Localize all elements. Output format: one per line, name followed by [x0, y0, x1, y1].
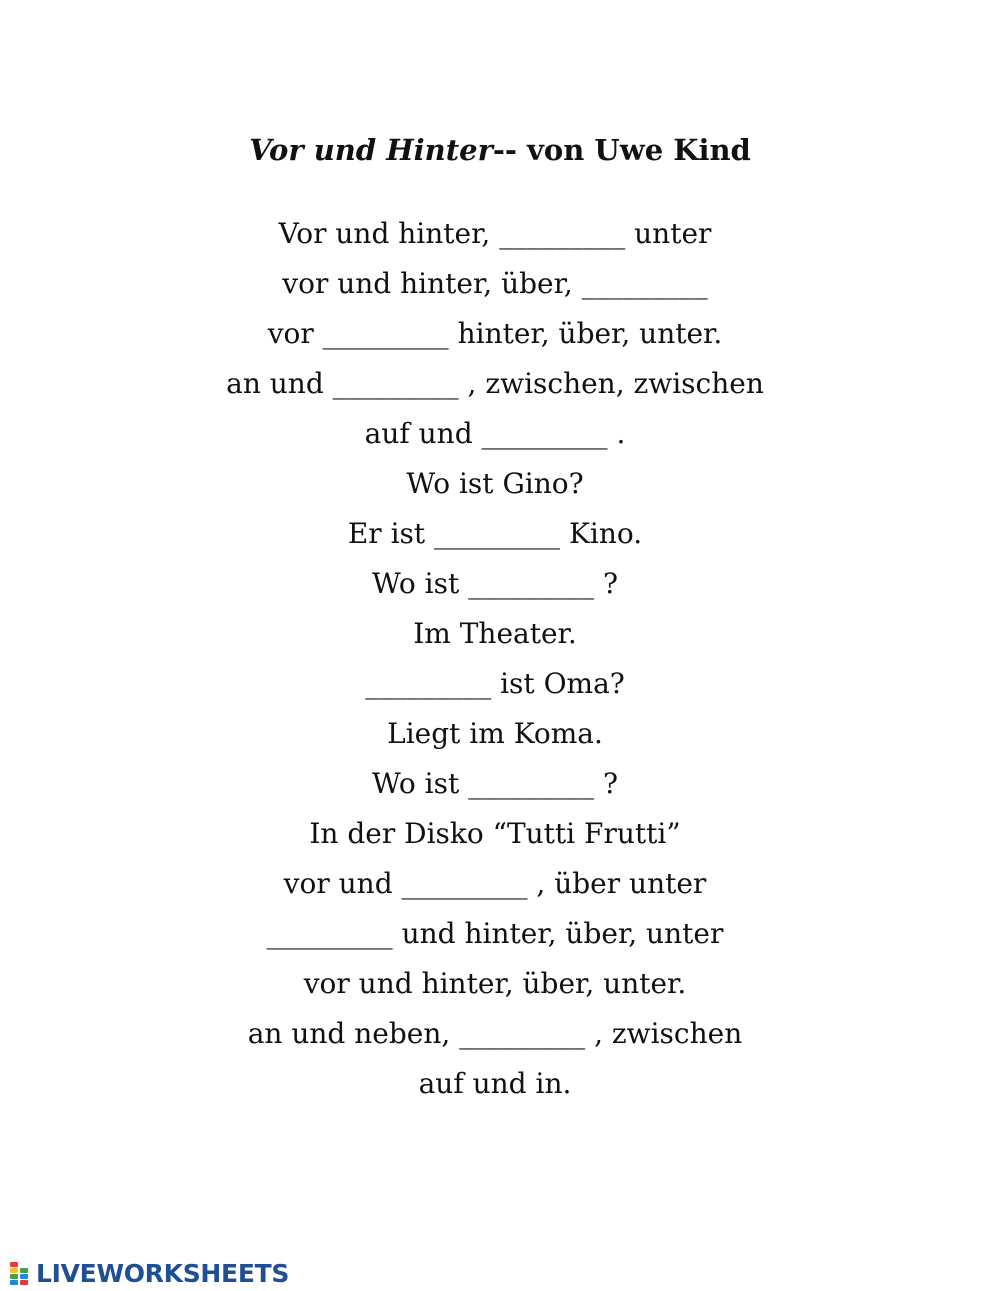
logo-block-green — [10, 1274, 18, 1279]
title-author: -- von Uwe Kind — [492, 133, 751, 168]
poem-line: auf und in. — [418, 1067, 572, 1100]
poem-line: Wo ist _________ ? — [371, 767, 619, 800]
logo-block-yellow — [10, 1268, 18, 1273]
poem-line: an und _________ , zwischen, zwischen — [226, 367, 764, 400]
logo-block-red — [10, 1262, 18, 1267]
poem-line: vor und _________ , über unter — [283, 867, 707, 900]
poem-line: Wo ist _________ ? — [371, 567, 619, 600]
logo-block-blue — [10, 1280, 18, 1285]
poem-line: auf und _________ . — [364, 417, 626, 450]
poem-line: vor _________ hinter, über, unter. — [267, 317, 723, 350]
poem-line: Er ist _________ Kino. — [347, 517, 643, 550]
logo-block-red-2 — [20, 1280, 28, 1285]
poem-line: _________ und hinter, über, unter — [266, 917, 724, 950]
poem-line: vor und hinter, über, unter. — [303, 967, 687, 1000]
worksheet-title — [0, 133, 1000, 168]
liveworksheets-brand: LIVEWORKSHEETS — [36, 1258, 290, 1288]
logo-block-blue-2 — [20, 1274, 28, 1279]
poem-line: Liegt im Koma. — [387, 717, 603, 750]
title-song-name: Vor und Hinter — [249, 133, 493, 168]
poem-line: In der Disko “Tutti Frutti” — [309, 817, 681, 850]
poem-line: vor und hinter, über, _________ — [282, 267, 708, 300]
liveworksheets-logo-icon — [10, 1260, 30, 1286]
poem-line: Vor und hinter, _________ unter — [278, 217, 712, 250]
poem-line: _________ ist Oma? — [365, 667, 625, 700]
poem-line: Wo ist Gino? — [406, 467, 584, 500]
poem-line: an und neben, _________ , zwischen — [247, 1017, 743, 1050]
poem-lines — [0, 212, 990, 1112]
logo-block-green-2 — [20, 1268, 28, 1273]
poem-line: Im Theater. — [413, 617, 577, 650]
liveworksheets-logo — [10, 1258, 289, 1288]
